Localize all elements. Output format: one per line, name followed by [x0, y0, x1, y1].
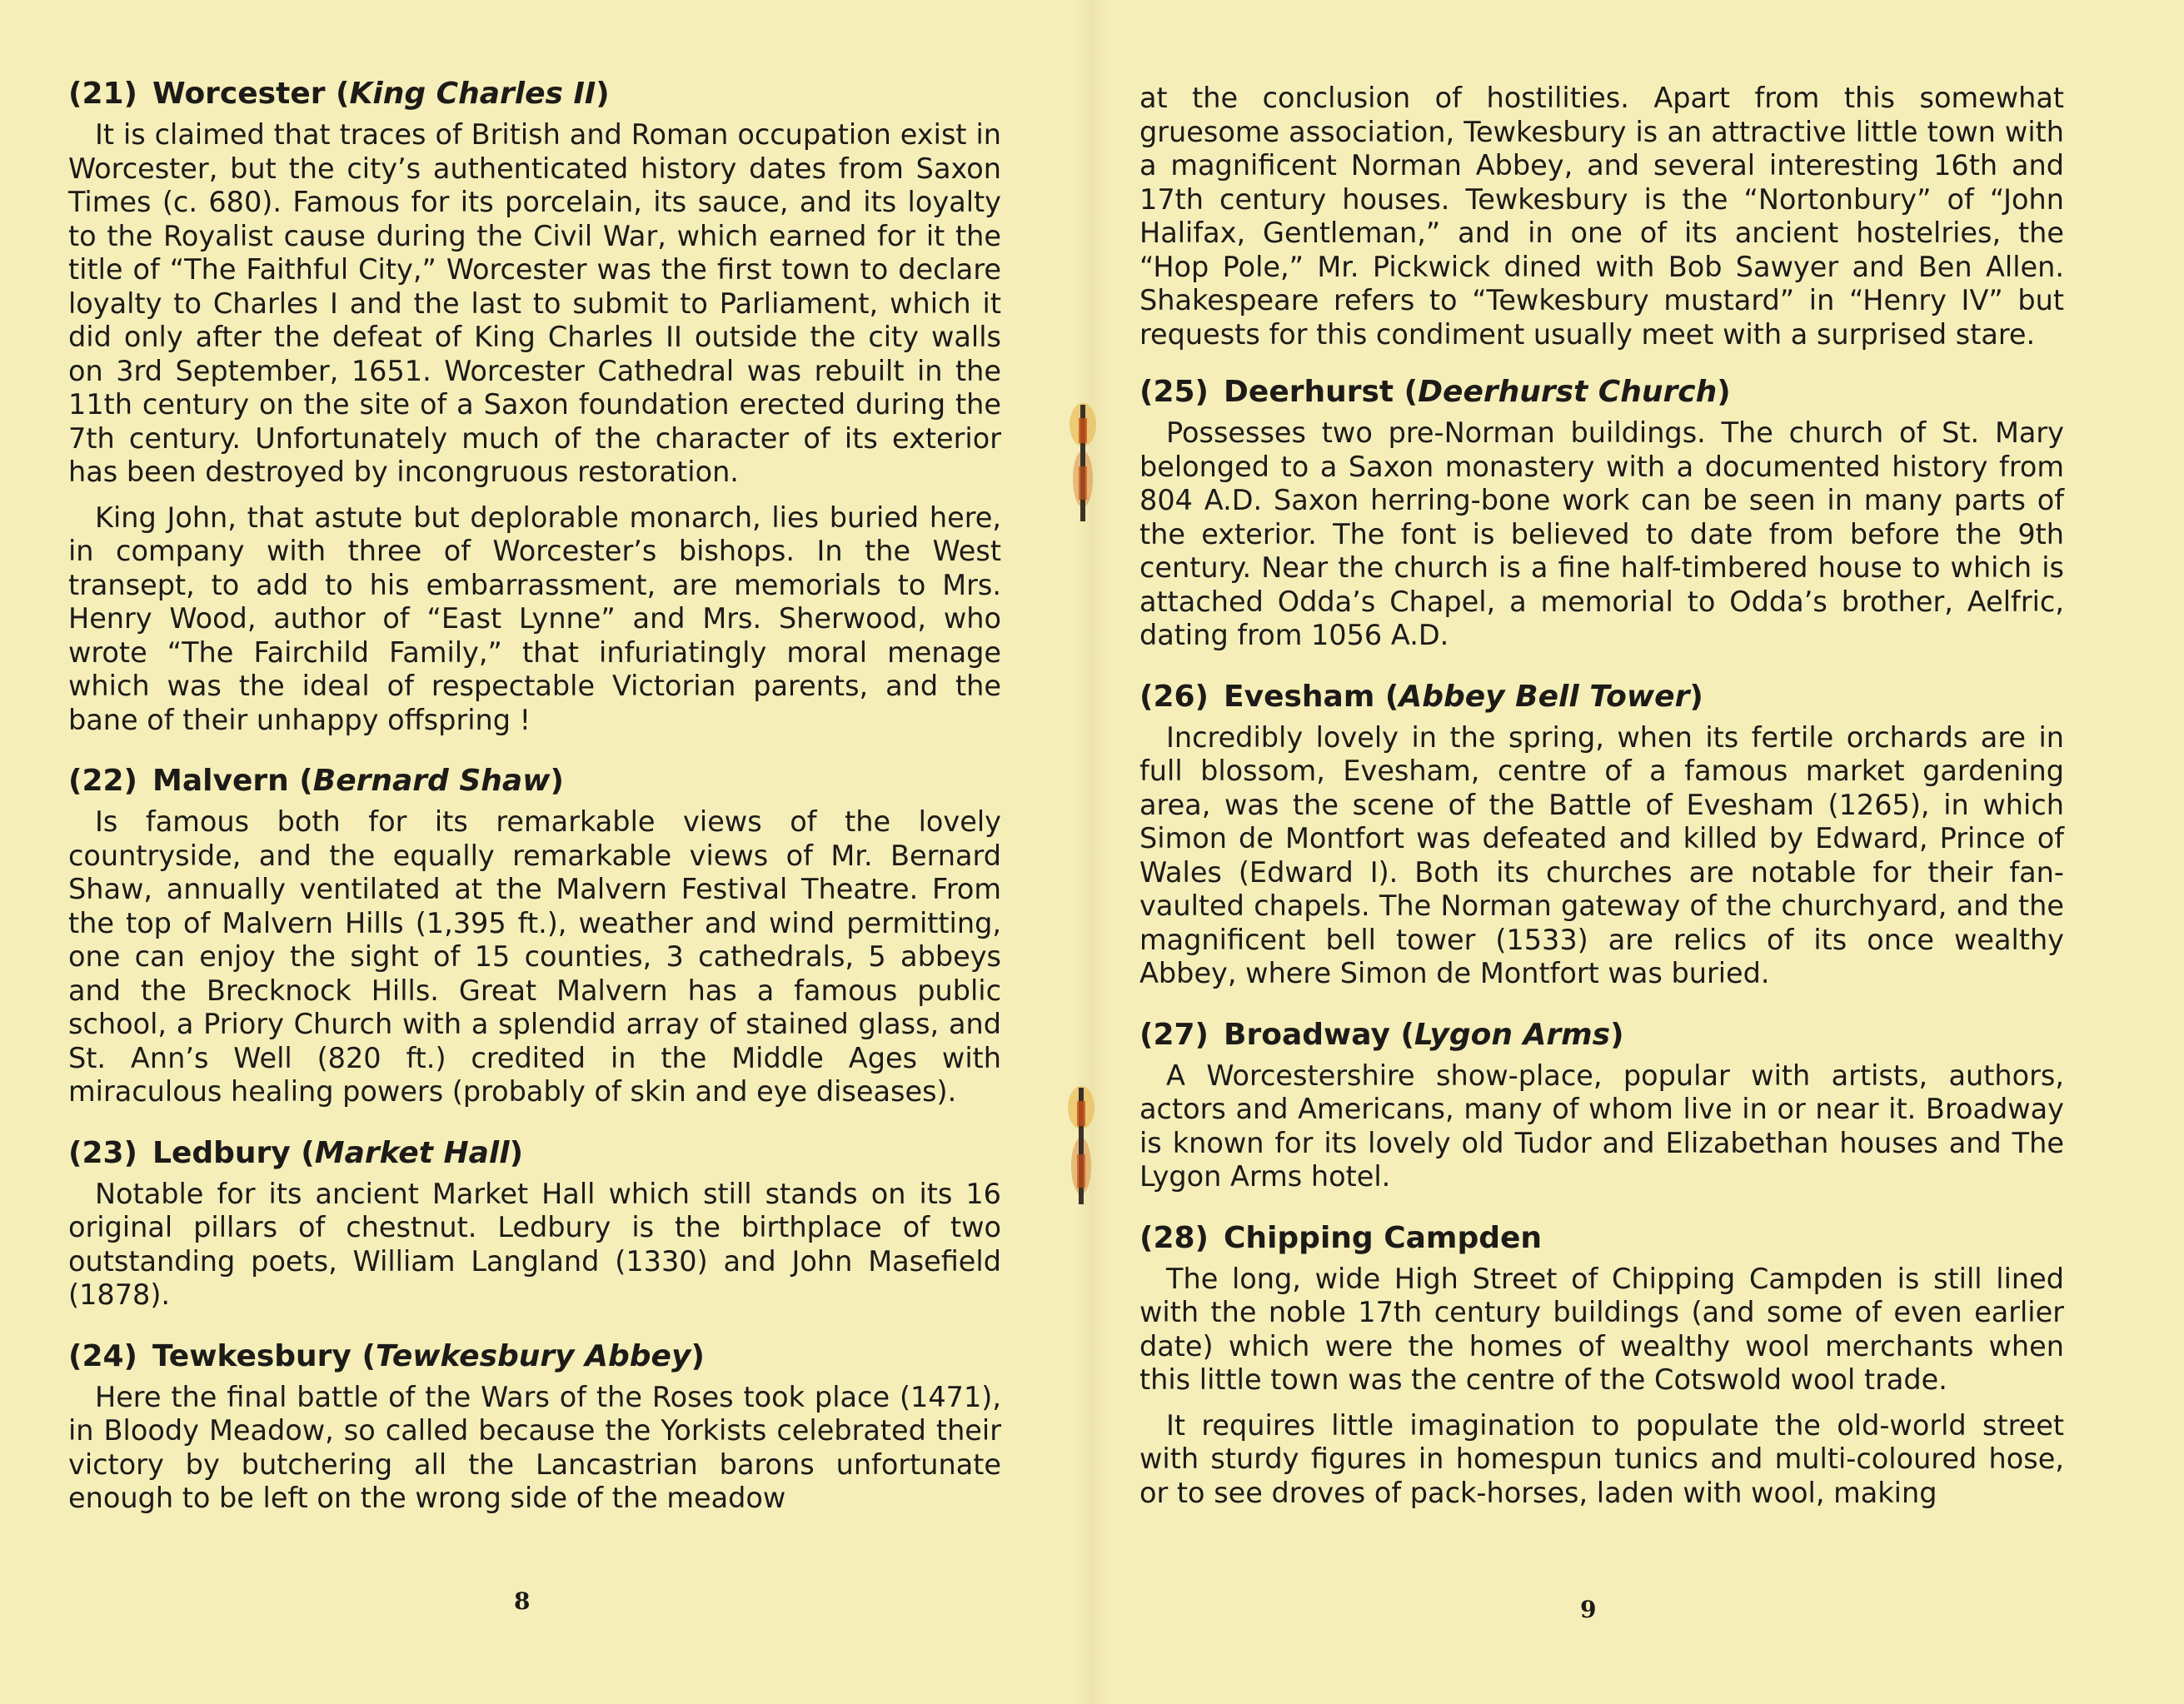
entry-paragraph: Incredibly lovely in the spring, when its fertile orchards are in full blossom, Evesham, centre of a famous market gardening area, was the scene of the Battle of Evesham (1265), in which Simon de Montfort was defeated and killed by Edward, Prince of Wales (Edward I). Both its churches are notable for their fan-vaulted chapels. The Norman gateway of the churchyard, and the magnificent bell tower (1533) are relics of its once wealthy Abbey, where Simon de Montfort was buried.: [1139, 720, 2064, 989]
entry-heading: (27) Broadway (Lygon Arms): [1139, 1017, 1624, 1052]
entry-heading: [1139, 1219, 2064, 1258]
entry-landmark: King Charles II: [349, 77, 596, 111]
entry-paragraph: It requires little imagination to populate the old-world street with sturdy figures in homespun tunics and multi-coloured hose, or to see droves of pack-horses, laden with wool, making: [1139, 1408, 2064, 1509]
entry-paragraph: King John, that astute but deplorable monarch, lies buried here, in company with three of Worcester’s bishops. In the West transept, to add to his embarrassment, are memorials to Mrs. Henry Wood, author of “East Lynne” and Mrs. Sherwood, who wrote “The Fairchild Family,” that infuriatingly moral menage which was the ideal of respectable Victorian parents, and the bane of their unhappy offspring !: [68, 501, 1001, 736]
entry-number: (25): [1139, 375, 1209, 409]
entry-paragraph: Notable for its ancient Market Hall which still stands on its 16 original pillars of chestnut. Ledbury is the birthplace of two outstanding poets, William Langland (1330) and John Masefield (1878).: [68, 1177, 1001, 1311]
entry-heading: (21) Worcester (King Charles II): [68, 77, 610, 111]
entry-place: Malvern: [152, 764, 289, 798]
entry-paragraph: Is famous both for its remarkable views of the lovely countryside, and the equally remarkable views of Mr. Bernard Shaw, annually ventilated at the Malvern Festival Theatre. From the top of Malvern Hills (1,395 ft.), weather and wind permitting, one can enjoy the sight of 15 counties, 3 cathedrals, 5 abbeys and the Brecknock Hills. Great Malvern has a famous public school, a Priory Church with a splendid array of stained glass, and St. Ann’s Well (820 ft.) credited in the Middle Ages with miraculous healing powers (probably of skin and eye diseases).: [68, 805, 1001, 1108]
entry-heading: (25) Deerhurst (Deerhurst Church): [1139, 375, 1731, 409]
entry-landmark: Bernard Shaw: [312, 764, 551, 798]
entry-23-ledbury: [68, 1134, 1001, 1313]
entry-place: Worcester: [152, 77, 326, 111]
entry-place: Ledbury: [152, 1135, 291, 1170]
left-column: [68, 75, 1001, 1541]
staple-icon: [1065, 1083, 1098, 1208]
entry-landmark: Market Hall: [314, 1135, 510, 1170]
entry-24-tewkesbury: [68, 1338, 1001, 1516]
entry-place: Broadway: [1224, 1017, 1390, 1052]
page-number: 9: [1580, 1596, 1597, 1623]
entry-28-chipping-campden: [1139, 1219, 2064, 1511]
entry-number: (23): [68, 1135, 138, 1170]
continuation-paragraph: at the conclusion of hostilities. Apart from this somewhat gruesome association, Tewkesbury is an attractive little town with a magnificent Norman Abbey, and several interesting 16th and 17th century houses. Tewkesbury is the “Nortonbury” of “John Halifax, Gentleman,” and in one of its ancient hostelries, the “Hop Pole,” Mr. Pickwick dined with Bob Sawyer and Ben Allen. Shakespeare refers to “Tewkesbury mustard” in “Henry IV” but requests for this condiment usually meet with a surprised stare.: [1139, 82, 2064, 351]
entry-heading: (22) Malvern (Bernard Shaw): [68, 764, 564, 798]
entry-landmark: Lygon Arms: [1414, 1017, 1611, 1052]
entry-paragraph: Here the final battle of the Wars of the Roses took place (1471), in Bloody Meadow, so called because the Yorkists celebrated their victory by butchering all the Lancastrian barons unfortunate enough to be left on the wrong side of the meadow: [68, 1380, 1001, 1514]
entry-21-worcester: [68, 75, 1001, 737]
entry-number: (24): [68, 1338, 138, 1373]
entry-26-evesham: [1139, 678, 2064, 991]
entry-number: (28): [1139, 1220, 1209, 1255]
entry-landmark: Tewkesbury Abbey: [375, 1338, 691, 1373]
page-number: 8: [514, 1587, 531, 1615]
entry-paragraph: Possesses two pre-Norman buildings. The church of St. Mary belonged to a Saxon monastery with a documented history from 804 A.D. Saxon herring-bone work can be seen in many parts of the exterior. The font is believed to date from before the 9th century. Near the church is a fine half-timbered house to which is attached Odda’s Chapel, a memorial to Odda’s brother, Aelfric, dating from 1056 A.D.: [1139, 416, 2064, 651]
entry-place: Evesham: [1224, 679, 1375, 714]
entry-heading: (26) Evesham (Abbey Bell Tower): [1139, 679, 1703, 714]
entry-number: (22): [68, 764, 138, 798]
entry-number: (27): [1139, 1017, 1209, 1052]
entry-paragraph: The long, wide High Street of Chipping Campden is still lined with the noble 17th century buildings (and some of even earlier date) which were the homes of wealthy wool merchants when this little town was the centre of the Cotswold wool trade.: [1139, 1262, 2064, 1396]
entry-25-deerhurst: [1139, 373, 2064, 653]
entry-22-malvern: [68, 762, 1001, 1109]
entry-place: Deerhurst: [1224, 375, 1394, 409]
right-page: [1092, 0, 2184, 1704]
entry-number: (26): [1139, 679, 1209, 714]
entry-heading: (23) Ledbury (Market Hall): [68, 1135, 524, 1170]
entry-27-broadway: [1139, 1016, 2064, 1194]
entry-landmark: Deerhurst Church: [1418, 375, 1718, 409]
entry-number: (21): [68, 77, 138, 111]
entry-place: Chipping Campden: [1224, 1220, 1543, 1255]
entry-heading: (24) Tewkesbury (Tewkesbury Abbey): [68, 1338, 705, 1373]
entry-place: Tewkesbury: [152, 1338, 352, 1373]
entry-landmark: Abbey Bell Tower: [1399, 679, 1690, 714]
entry-paragraph: A Worcestershire show-place, popular with artists, authors, actors and Americans, many of whom live in or near it. Broadway is known for its lovely old Tudor and Elizabethan houses and The Lygon Arms hotel.: [1139, 1059, 2064, 1193]
entry-paragraph: It is claimed that traces of British and Roman occupation exist in Worcester, but the city’s authenticated history dates from Saxon Times (c. 680). Famous for its porcelain, its sauce, and its loyalty to the Royalist cause during the Civil War, which earned for it the title of “The Faithful City,” Worcester was the first town to declare loyalty to Charles I and the last to submit to Parliament, which it did only after the defeat of King Charles II outside the city walls on 3rd September, 1651. Worcester Cathedral was rebuilt in the 11th century on the site of a Saxon foundation erected during the 7th century. Unfortunately much of the character of its exterior has been destroyed by incongruous restoration.: [68, 118, 1001, 488]
staple-icon: [1066, 400, 1099, 525]
right-column: [1139, 82, 2064, 1535]
